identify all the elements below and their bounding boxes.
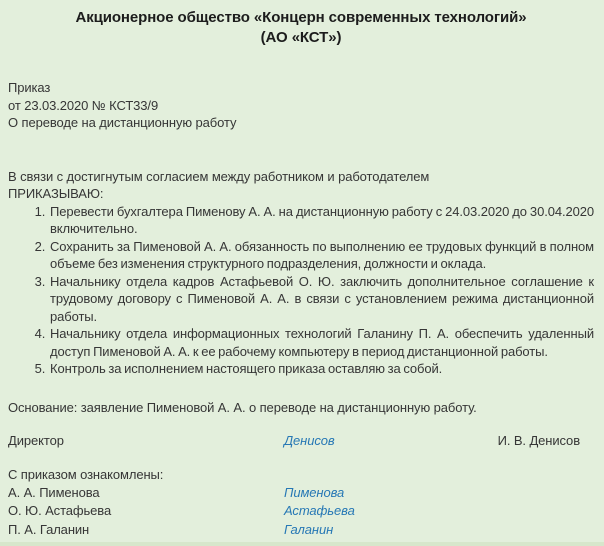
company-header (8, 8, 594, 48)
director-signature-row (8, 432, 594, 450)
order-item-1: 1. Перевести бухгалтера Пименову А. А. на дистанционную работу с 24.03.2020 до 30.04.2020 включительно. (48, 203, 594, 238)
basis-line: Основание: заявление Пименовой А. А. о переводе на дистанционную работу. (8, 399, 477, 415)
director-name: И. В. Денисов (497, 433, 580, 448)
bottom-edge-strip (0, 542, 604, 546)
document-type: Приказ (8, 80, 51, 95)
acknowledged-label: С приказом ознакомлены: (8, 467, 164, 482)
director-signature: Денисов (284, 433, 335, 448)
document-meta (8, 79, 594, 132)
acknowledged-signature: Галанин (284, 521, 334, 537)
company-name: Акционерное общество «Концерн современных технологий» (75, 9, 527, 26)
acknowledged-name: А. А. Пименова (8, 484, 100, 500)
acknowledged-signature: Астафьева (284, 503, 355, 518)
acknowledged-signature: Пименова (284, 484, 345, 500)
order-item-5: 5. Контроль за исполнением настоящего приказа оставляю за собой. (48, 360, 594, 378)
acknowledged-name: О. Ю. Астафьева (8, 503, 112, 518)
acknowledged-row-pimenova (8, 484, 594, 503)
document-subject: О переводе на дистанционную работу (8, 115, 237, 130)
company-abbreviation: (АО «КСТ») (260, 29, 342, 46)
acknowledged-name: П. А. Галанин (8, 521, 90, 537)
director-title: Директор (8, 433, 64, 448)
acknowledged-row-astafyeva (8, 502, 594, 521)
decree-word: ПРИКАЗЫВАЮ: (8, 186, 104, 201)
order-item-3: 3. Начальнику отдела кадров Астафьевой О. Ю. заключить дополнительное соглашение к трудовому договору с Пименовой А. А. в связи с установлением режима дистанционной работы. (48, 273, 594, 326)
order-items (8, 203, 594, 378)
preamble-text: В связи с достигнутым согласием между работником и работодателем (8, 168, 430, 184)
acknowledged-row-galanin (8, 521, 594, 540)
order-item-2: 2. Сохранить за Пименовой А. А. обязанность по выполнению ее трудовых функций в полном объеме без изменения структурного подразделения, должности и оклада. (48, 238, 594, 273)
order-item-4: 4. Начальнику отдела информационных технологий Галанину П. А. обеспечить удаленный доступ Пименовой А. А. к ее рабочему компьютеру в период дистанционной работы. (48, 325, 594, 360)
preamble-block (8, 168, 594, 203)
document-date-number: от 23.03.2020 № КСТ33/9 (8, 97, 159, 113)
